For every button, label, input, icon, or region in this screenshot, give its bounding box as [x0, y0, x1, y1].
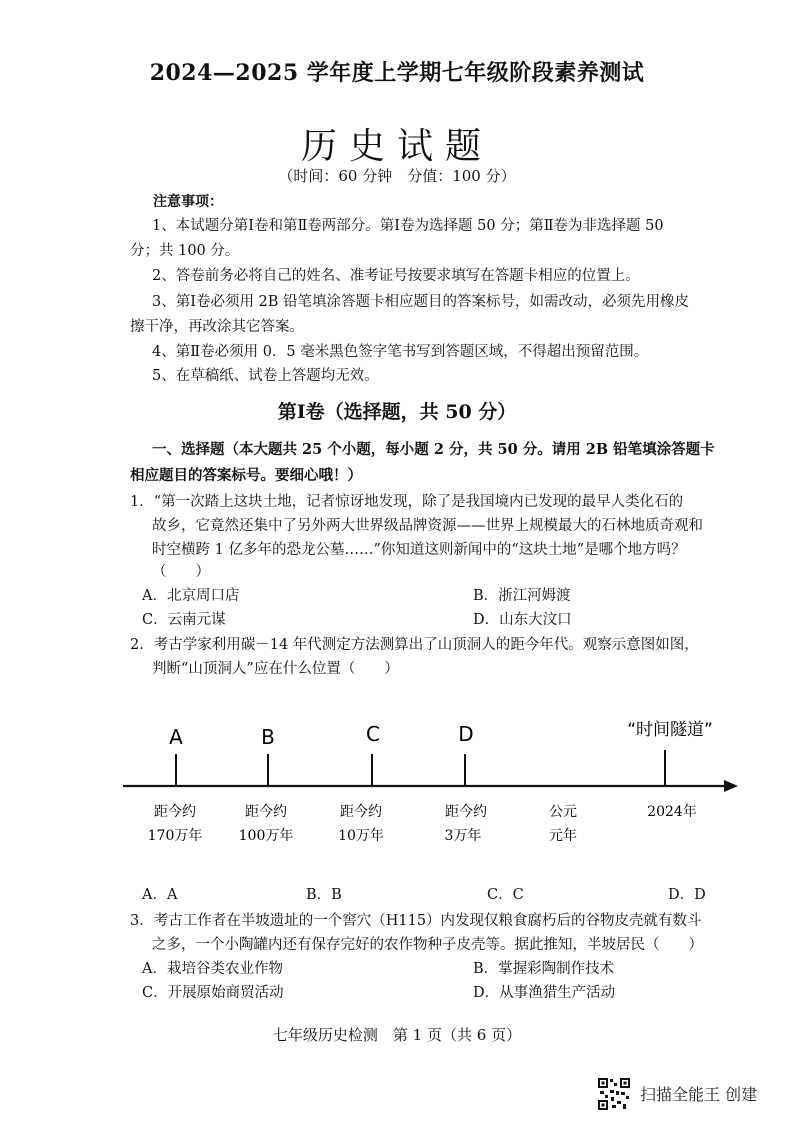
question-2-option-a[interactable]: A．A [142, 887, 178, 903]
question-1-text: 故乡，它竟然还集中了另外两大世界级品牌资源——世界上规模最大的石林地质奇观和 [152, 518, 703, 534]
question-1-option-d[interactable]: D．山东大汶口 [473, 612, 572, 628]
notes-heading: 注意事项： [153, 194, 223, 210]
question-2-text: 判断“山顶洞人”应在什么位置（ ） [152, 661, 399, 677]
page-footer: 七年级历史检测 第 1 页（共 6 页） [272, 1026, 522, 1044]
section-instruction: 相应题目的答案标号。要细心哦！） [130, 467, 362, 484]
qr-code-icon [597, 1077, 631, 1111]
timeline-label: 100万年 [238, 828, 294, 844]
question-3-text: 之多，一个小陶罐内还有保存完好的农作物种子皮壳等。据此推知，半坡居民（ ） [152, 937, 703, 953]
question-1-option-b[interactable]: B．浙江河姆渡 [473, 588, 571, 604]
question-1-blank: （ ） [152, 564, 210, 580]
section-title: 第Ⅰ卷（选择题，共 50 分） [277, 401, 517, 423]
subject-title: 历史试题 [300, 126, 493, 167]
timeline-label: 10万年 [338, 828, 384, 844]
question-1-text: 1．“第一次踏上这块土地，记者惊讶地发现，除了是我国境内已发现的最早人类化石的 [130, 494, 684, 510]
question-3-option-a[interactable]: A．栽培谷类农业作物 [142, 961, 283, 977]
timeline-tunnel-label: “时间隧道” [627, 720, 713, 740]
timeline-label: 元年 [549, 828, 577, 844]
note-line: 1、本试题分第Ⅰ卷和第Ⅱ卷两部分。第Ⅰ卷为选择题 50 分；第Ⅱ卷为非选择题 50 [152, 218, 664, 234]
question-2-text: 2．考古学家利用碳－14 年代测定方法测算出了山顶洞人的距今年代。观察示意图如图， [130, 637, 699, 653]
question-1-text: 时空横跨 1 亿多年的恐龙公墓……”你知道这则新闻中的“这块土地”是哪个地方吗？ [152, 542, 686, 558]
note-line: 3、第Ⅰ卷必须用 2B 铅笔填涂答题卡相应题目的答案标号，如需改动，必须先用橡皮 [152, 294, 690, 310]
question-2-option-c[interactable]: C．C [487, 887, 524, 903]
note-line: 分；共 100 分。 [130, 243, 240, 259]
timeline-label: 距今约 [340, 804, 382, 820]
question-1-option-c[interactable]: C．云南元谋 [142, 612, 226, 628]
timeline-letter-c: C [366, 722, 380, 746]
timeline-letter-b: B [261, 725, 275, 749]
note-line: 2、答卷前务必将自己的姓名、准考证号按要求填写在答题卡相应的位置上。 [152, 268, 640, 284]
note-line: 擦干净，再改涂其它答案。 [130, 319, 304, 335]
scanner-watermark: 扫描全能王 创建 [640, 1085, 758, 1104]
time-info: （时间：60 分钟 分值：100 分） [278, 167, 516, 185]
question-2-option-b[interactable]: B．B [306, 887, 342, 903]
note-line: 4、第Ⅱ卷必须用 0．5 毫米黑色签字笔书写到答题区域，不得超出预留范围。 [152, 344, 649, 360]
question-2-option-d[interactable]: D．D [668, 887, 706, 903]
question-3-text: 3．考古工作者在半坡遗址的一个窖穴（H115）内发现仅粮食腐朽后的谷物皮壳就有数斗 [130, 913, 702, 929]
timeline-letter-a: A [169, 725, 183, 749]
exam-title: 2024—2025 学年度上学期七年级阶段素养测试 [149, 60, 645, 86]
question-3-option-b[interactable]: B．掌握彩陶制作技术 [473, 961, 615, 977]
timeline-label: 距今约 [245, 804, 287, 820]
timeline-label: 170万年 [147, 828, 203, 844]
timeline-label: 3万年 [444, 828, 482, 844]
timeline-letter-d: D [458, 722, 474, 746]
timeline-label: 距今约 [154, 804, 196, 820]
question-3-option-d[interactable]: D．从事渔猎生产活动 [473, 985, 616, 1001]
note-line: 5、在草稿纸、试卷上答题均无效。 [152, 368, 379, 384]
question-3-option-c[interactable]: C．开展原始商贸活动 [142, 985, 284, 1001]
question-1-option-a[interactable]: A．北京周口店 [142, 588, 240, 604]
timeline-label: 公元 [549, 804, 577, 820]
timeline-label: 距今约 [445, 804, 487, 820]
section-instruction: 一、选择题（本大题共 25 个小题，每小题 2 分，共 50 分。请用 2B 铅笔填涂答题卡 [152, 441, 715, 458]
timeline-label: 2024年 [647, 804, 697, 820]
timeline-arrowhead [724, 780, 738, 792]
